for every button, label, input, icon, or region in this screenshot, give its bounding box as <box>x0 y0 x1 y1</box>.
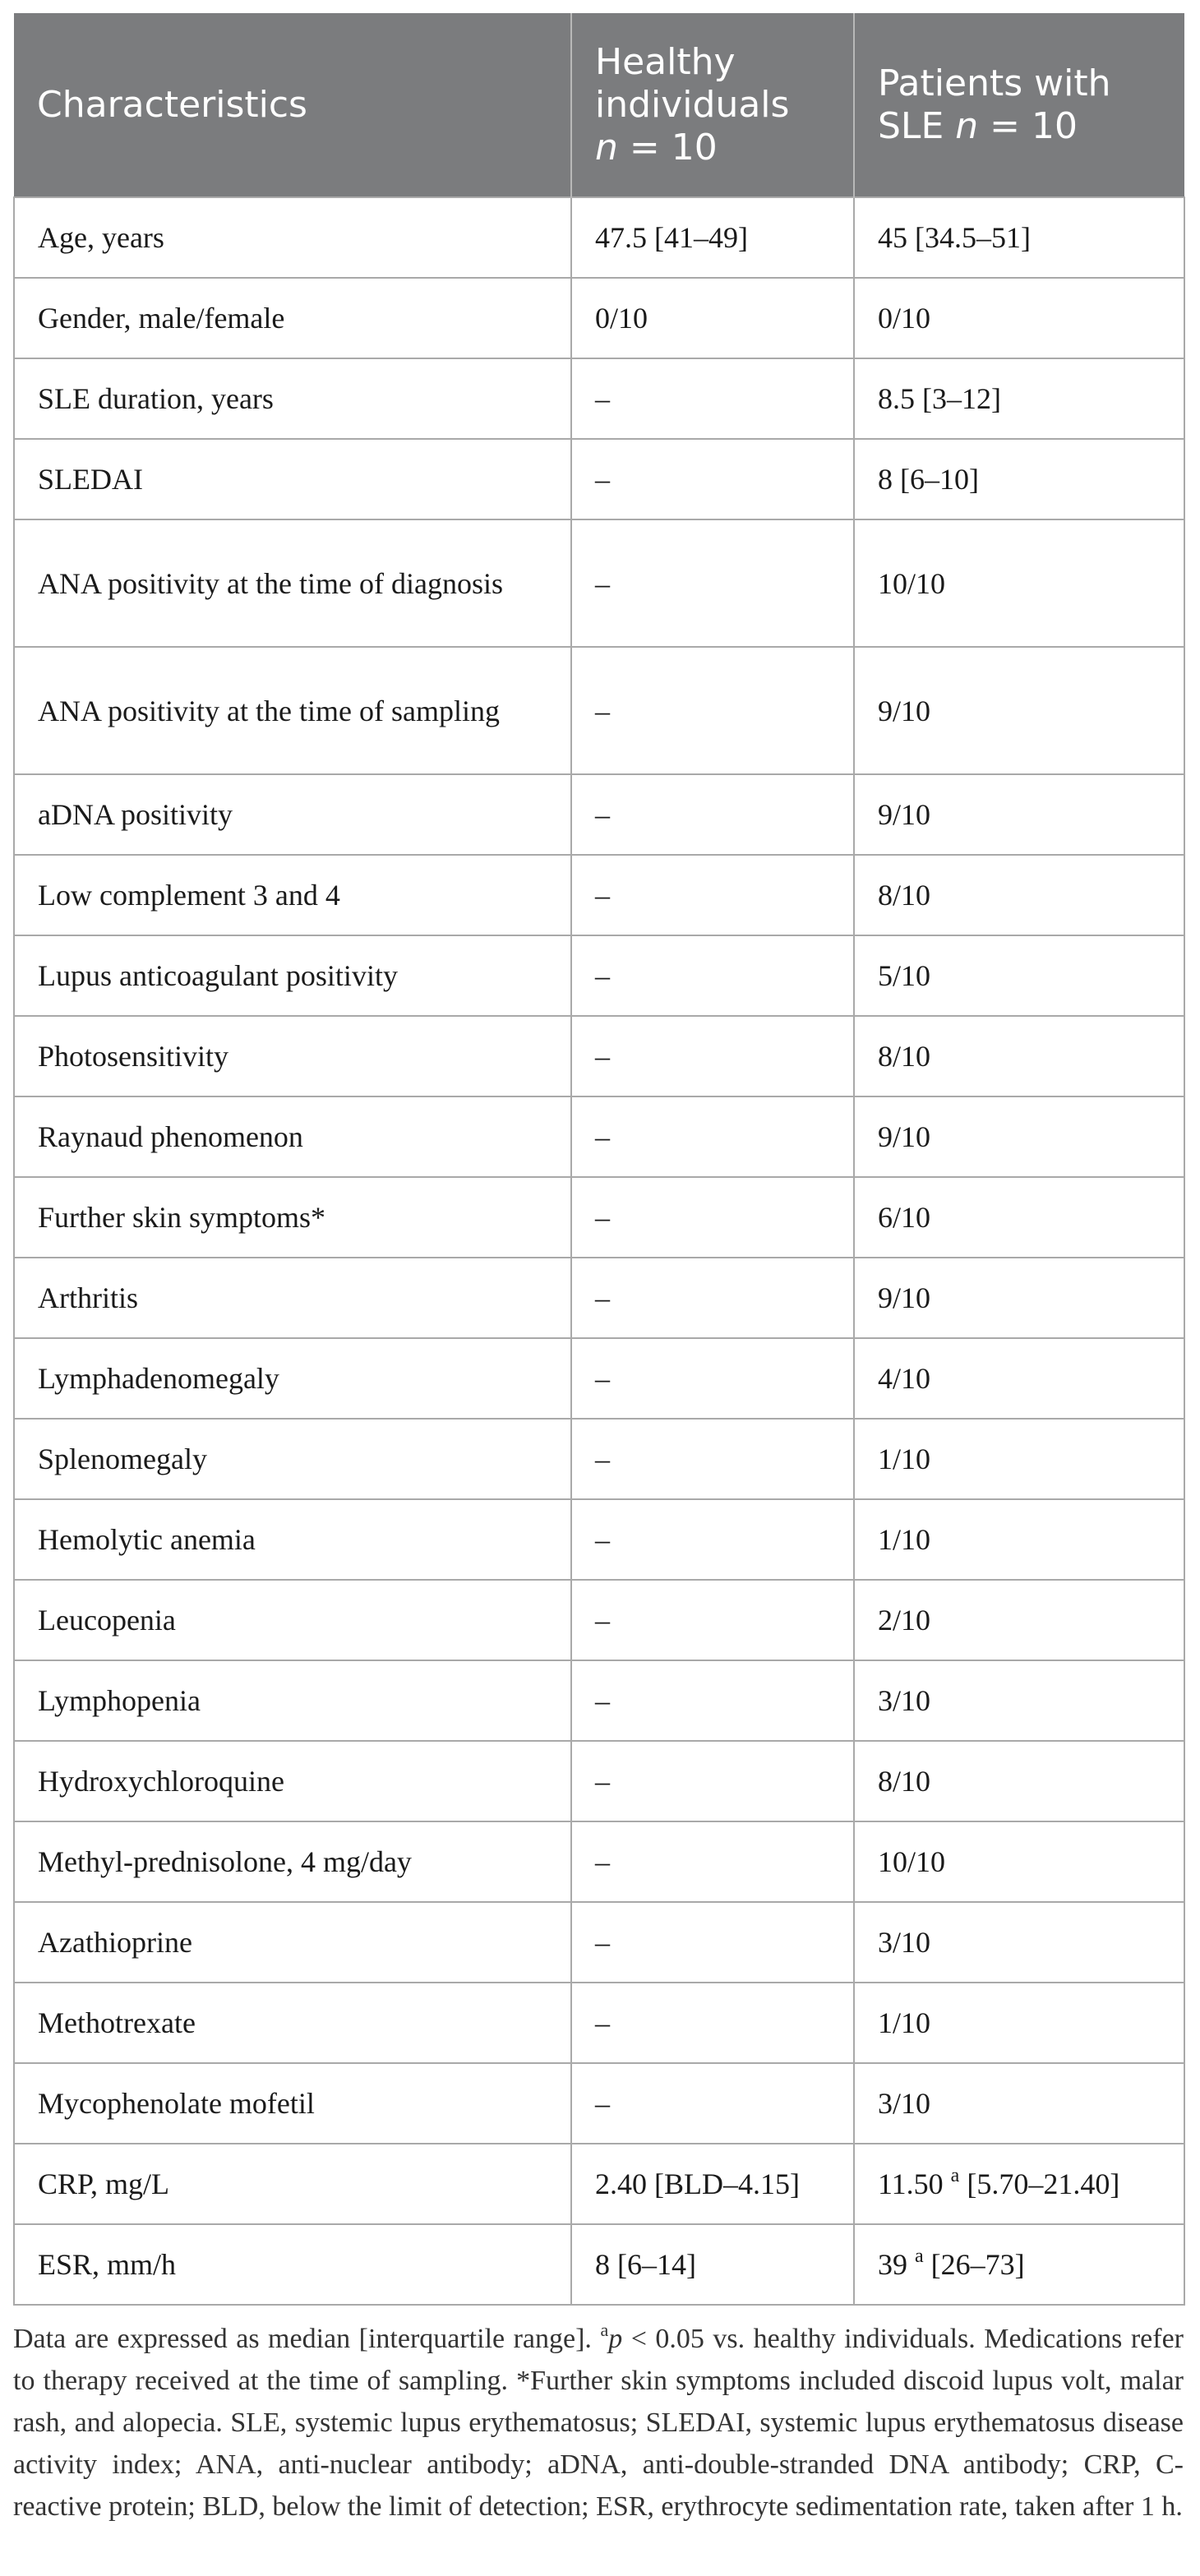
table-row <box>14 1902 1184 1983</box>
significance-marker: a <box>950 2165 960 2186</box>
footnote-part1: Data are expressed as median [interquartile range]. <box>13 2324 601 2354</box>
healthy-value: 8 [6–14] <box>571 2224 854 2305</box>
row-label: Leucopenia <box>14 1580 571 1660</box>
table-row <box>14 1741 1184 1821</box>
characteristics-table <box>13 13 1185 2306</box>
patients-value <box>854 2224 1184 2305</box>
patients-value-main: 39 <box>878 2248 915 2281</box>
table-footnote <box>13 2318 1184 2528</box>
row-label: Methotrexate <box>14 1983 571 2063</box>
row-label: CRP, mg/L <box>14 2144 571 2224</box>
table-row <box>14 1419 1184 1499</box>
patients-value: 8/10 <box>854 1016 1184 1096</box>
patients-value-main: 11.50 <box>878 2167 951 2200</box>
header-healthy-count: = 10 <box>617 126 718 169</box>
patients-value: 2/10 <box>854 1580 1184 1660</box>
table-row <box>14 197 1184 278</box>
header-healthy-n: n <box>595 126 618 169</box>
healthy-value: 47.5 [41–49] <box>571 197 854 278</box>
header-row <box>14 13 1184 197</box>
row-label: Mycophenolate mofetil <box>14 2063 571 2144</box>
footnote-part2: < 0.05 vs. healthy individuals. Medications refer to therapy received at the time of sampling. *Further skin symptoms included discoid lupus volt, malar rash, and alopecia. SLE, systemic lupus erythematosus; SLEDAI, systemic lupus erythematosus disease activity index; ANA, anti-nuclear antibody; aDNA, anti-double-stranded DNA antibody; CRP, C-reactive protein; BLD, below the limit of detection; ESR, erythrocyte sedimentation rate, taken after 1 h. <box>13 2324 1184 2522</box>
row-label: ANA positivity at the time of sampling <box>14 647 571 774</box>
table-body <box>14 197 1184 2305</box>
table-row <box>14 278 1184 358</box>
header-patients-sle <box>854 13 1184 197</box>
patients-value: 8.5 [3–12] <box>854 358 1184 439</box>
row-label: Azathioprine <box>14 1902 571 1983</box>
table-row <box>14 1580 1184 1660</box>
row-label: Further skin symptoms* <box>14 1177 571 1258</box>
table-row <box>14 1821 1184 1902</box>
patients-value: 9/10 <box>854 1096 1184 1177</box>
patients-value: 1/10 <box>854 1499 1184 1580</box>
significance-marker: a <box>915 2246 924 2267</box>
healthy-value: – <box>571 1741 854 1821</box>
header-patients-n: n <box>955 104 979 147</box>
healthy-value: – <box>571 855 854 935</box>
header-characteristics-label: Characteristics <box>37 83 307 126</box>
table-row <box>14 1258 1184 1338</box>
healthy-value: – <box>571 1258 854 1338</box>
table-row <box>14 1177 1184 1258</box>
row-label: Lupus anticoagulant positivity <box>14 935 571 1016</box>
healthy-value: – <box>571 1177 854 1258</box>
healthy-value: – <box>571 1660 854 1741</box>
healthy-value: – <box>571 1902 854 1983</box>
healthy-value: – <box>571 935 854 1016</box>
header-healthy-label: Healthy individuals <box>595 40 790 126</box>
healthy-value: – <box>571 1096 854 1177</box>
table-row <box>14 774 1184 855</box>
header-healthy-individuals <box>571 13 854 197</box>
row-label: Methyl-prednisolone, 4 mg/day <box>14 1821 571 1902</box>
table-row <box>14 2144 1184 2224</box>
healthy-value: 0/10 <box>571 278 854 358</box>
patients-value-range: [5.70–21.40] <box>959 2167 1120 2200</box>
patients-value: 10/10 <box>854 519 1184 647</box>
header-patients-label: Patients with SLE <box>878 62 1111 147</box>
patients-value: 9/10 <box>854 1258 1184 1338</box>
row-label: ESR, mm/h <box>14 2224 571 2305</box>
row-label: Hydroxychloroquine <box>14 1741 571 1821</box>
patients-value: 8 [6–10] <box>854 439 1184 519</box>
healthy-value: – <box>571 1338 854 1419</box>
table-row <box>14 358 1184 439</box>
patients-value: 4/10 <box>854 1338 1184 1419</box>
healthy-value: – <box>571 647 854 774</box>
patients-value: 1/10 <box>854 1983 1184 2063</box>
table-row <box>14 1096 1184 1177</box>
healthy-value: – <box>571 1821 854 1902</box>
row-label: Photosensitivity <box>14 1016 571 1096</box>
row-label: Age, years <box>14 197 571 278</box>
patients-value: 9/10 <box>854 774 1184 855</box>
table-row <box>14 1016 1184 1096</box>
healthy-value: 2.40 [BLD–4.15] <box>571 2144 854 2224</box>
table-row <box>14 1660 1184 1741</box>
row-label: ANA positivity at the time of diagnosis <box>14 519 571 647</box>
healthy-value: – <box>571 774 854 855</box>
header-patients-count: = 10 <box>978 104 1078 147</box>
row-label: Gender, male/female <box>14 278 571 358</box>
table-header <box>14 13 1184 197</box>
patients-value: 45 [34.5–51] <box>854 197 1184 278</box>
patients-value: 3/10 <box>854 1902 1184 1983</box>
table-row <box>14 647 1184 774</box>
patients-value: 6/10 <box>854 1177 1184 1258</box>
footnote-p: p <box>608 2324 623 2354</box>
row-label: SLE duration, years <box>14 358 571 439</box>
patients-value: 5/10 <box>854 935 1184 1016</box>
patients-value <box>854 2144 1184 2224</box>
healthy-value: – <box>571 439 854 519</box>
healthy-value: – <box>571 1016 854 1096</box>
table-row <box>14 2224 1184 2305</box>
row-label: Low complement 3 and 4 <box>14 855 571 935</box>
row-label: Arthritis <box>14 1258 571 1338</box>
characteristics-table-container <box>13 13 1184 2306</box>
patients-value: 8/10 <box>854 855 1184 935</box>
table-row <box>14 1499 1184 1580</box>
table-row <box>14 1338 1184 1419</box>
healthy-value: – <box>571 1499 854 1580</box>
row-label: aDNA positivity <box>14 774 571 855</box>
footnote-marker: a <box>600 2319 609 2340</box>
healthy-value: – <box>571 1983 854 2063</box>
patients-value: 3/10 <box>854 1660 1184 1741</box>
table-row <box>14 439 1184 519</box>
patients-value: 0/10 <box>854 278 1184 358</box>
row-label: Lymphadenomegaly <box>14 1338 571 1419</box>
row-label: SLEDAI <box>14 439 571 519</box>
patients-value: 8/10 <box>854 1741 1184 1821</box>
table-row <box>14 2063 1184 2144</box>
healthy-value: – <box>571 1419 854 1499</box>
table-row <box>14 935 1184 1016</box>
healthy-value: – <box>571 519 854 647</box>
healthy-value: – <box>571 358 854 439</box>
header-characteristics <box>14 13 571 197</box>
patients-value: 9/10 <box>854 647 1184 774</box>
patients-value: 3/10 <box>854 2063 1184 2144</box>
row-label: Lymphopenia <box>14 1660 571 1741</box>
table-row <box>14 1983 1184 2063</box>
patients-value: 1/10 <box>854 1419 1184 1499</box>
row-label: Hemolytic anemia <box>14 1499 571 1580</box>
healthy-value: – <box>571 1580 854 1660</box>
table-row <box>14 519 1184 647</box>
row-label: Splenomegaly <box>14 1419 571 1499</box>
patients-value: 10/10 <box>854 1821 1184 1902</box>
table-row <box>14 855 1184 935</box>
patients-value-range: [26–73] <box>923 2248 1025 2281</box>
row-label: Raynaud phenomenon <box>14 1096 571 1177</box>
healthy-value: – <box>571 2063 854 2144</box>
